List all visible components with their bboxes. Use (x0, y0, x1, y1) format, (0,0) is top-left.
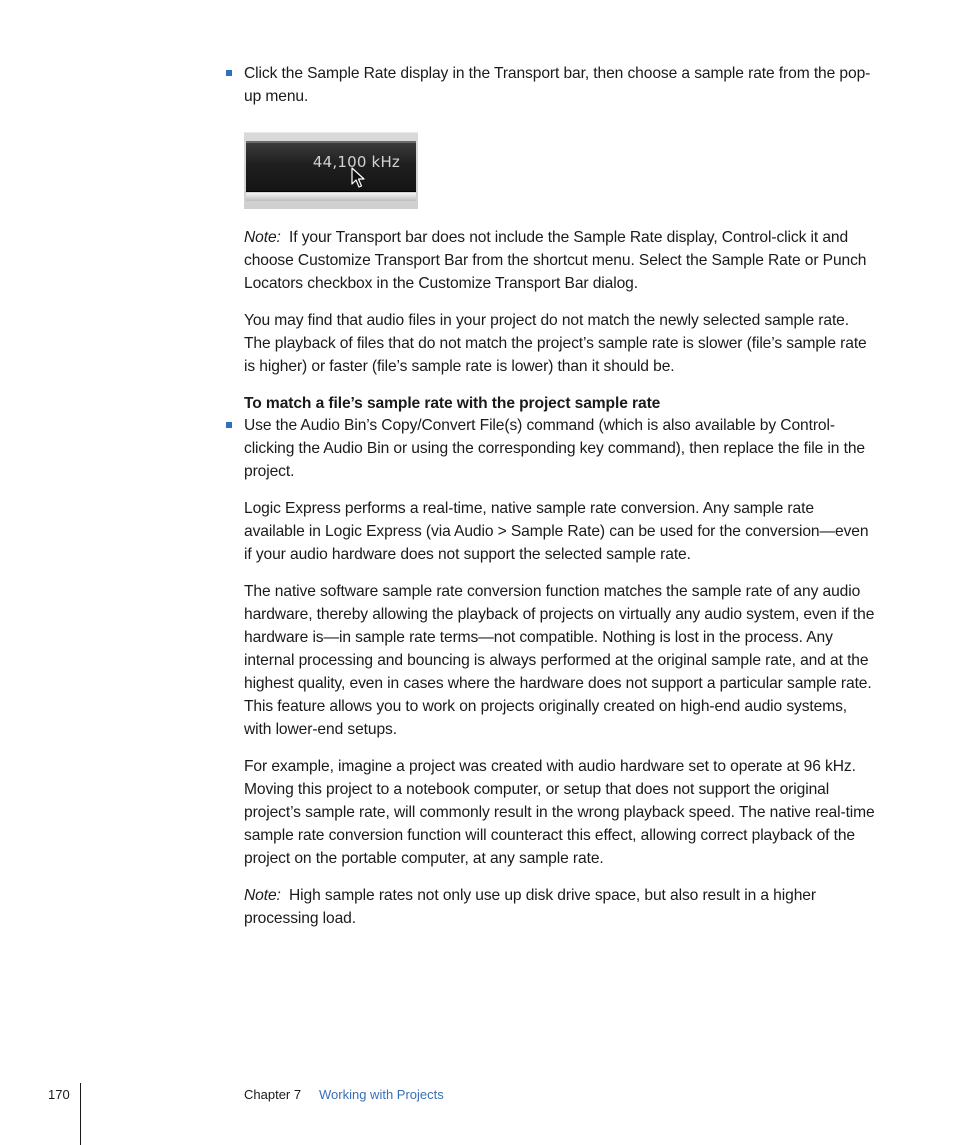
bullet-marker (226, 70, 232, 76)
instruction-bullet-1: Click the Sample Rate display in the Transport bar, then choose a sample rate from the pop-up menu. (244, 65, 871, 105)
chapter-title-link[interactable]: Working with Projects (319, 1087, 444, 1102)
note-2 (244, 884, 876, 930)
transport-lower-strip (246, 193, 416, 201)
page-number: 170 (48, 1087, 70, 1102)
sample-rate-screenshot (244, 132, 418, 209)
mouse-pointer-icon (351, 167, 365, 189)
instruction-bullet-2: Use the Audio Bin’s Copy/Convert File(s) command (which is also available by Control-clicking the Audio Bin or using the corresponding key command), then replace the file in the project. (244, 417, 865, 480)
paragraph-3: The native software sample rate conversion function matches the sample rate of any audio hardware, thereby allowing the playback of projects on virtually any audio system, even if the hardware is—in sample rate terms—not compatible. Nothing is lost in the process. Any internal processing and bouncing is always performed at the original sample rate, and at the highest quality, even in cases where the hardware does not support a particular sample rate. This feature allows you to work on projects originally created on high-end audio systems, with lower-end setups. (244, 583, 875, 738)
note-text: High sample rates not only use up disk drive space, but also result in a higher processing load. (244, 887, 816, 927)
paragraph-4: For example, imagine a project was created with audio hardware set to operate at 96 kHz. Moving this project to a notebook computer, or setup that does not support the original project’s sample rate, will commonly result in the wrong playback speed. The native real-time sample rate conversion function will counteract this effect, allowing correct playback of the project on the portable computer, at any sample rate. (244, 758, 875, 867)
footer-divider (80, 1083, 81, 1145)
paragraph-2: Logic Express performs a real-time, native sample rate conversion. Any sample rate available in Logic Express (via Audio > Sample Rate) can be used for the conversion—even if your audio hardware does not support the selected sample rate. (244, 500, 869, 563)
sample-rate-display[interactable]: 44,100 kHz (312, 153, 400, 171)
note-label: Note: (244, 229, 281, 246)
note-text: If your Transport bar does not include the Sample Rate display, Control-click it and choose Customize Transport Bar from the shortcut menu. Select the Sample Rate or Punch Locators checkbox in the Customize Transport Bar dialog. (244, 229, 867, 292)
bullet-marker (226, 422, 232, 428)
paragraph-1: You may find that audio files in your project do not match the newly selected sample rate. The playback of files that do not match the project’s sample rate is slower (file’s sample rate is higher) or faster (file’s sample rate is lower) than it should be. (244, 312, 867, 375)
transport-display-panel (246, 141, 416, 192)
note-label: Note: (244, 887, 281, 904)
chapter-label: Chapter 7 (244, 1087, 302, 1102)
task-heading: To match a file’s sample rate with the project sample rate (244, 395, 661, 412)
note-1 (244, 226, 876, 295)
